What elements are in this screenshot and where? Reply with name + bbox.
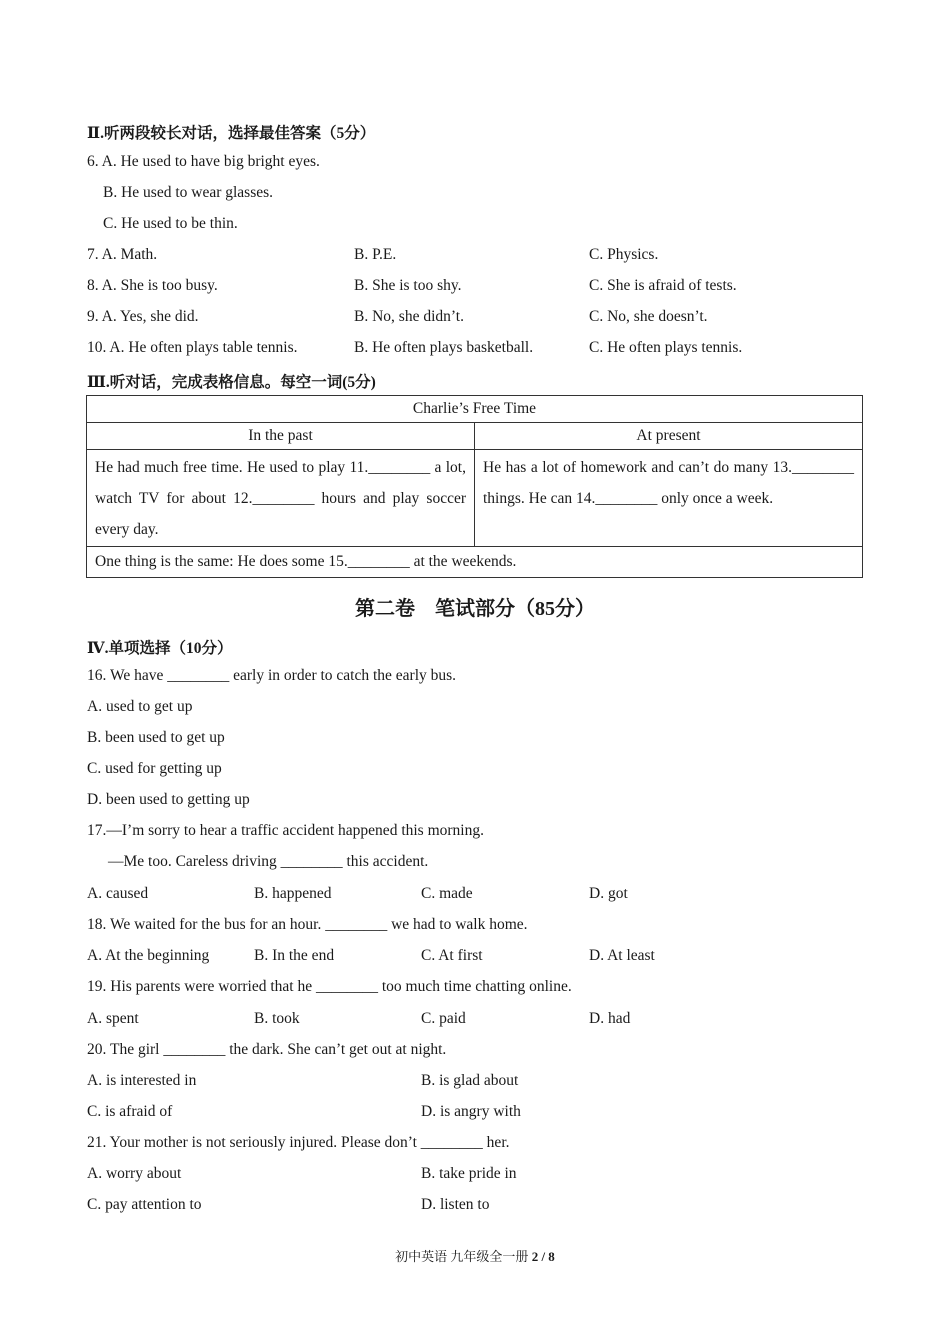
q6-option-c: C. He used to be thin. — [103, 215, 238, 232]
q9-option-a: 9. A. Yes, she did. — [87, 308, 199, 325]
q8-option-b: B. She is too shy. — [354, 277, 462, 294]
page-number: 2 / 8 — [531, 1249, 555, 1264]
q20-option-c: C. is afraid of — [87, 1103, 173, 1120]
q21-option-b: B. take pride in — [421, 1165, 517, 1182]
q17-option-c: C. made — [421, 885, 473, 902]
column-header-past: In the past — [87, 423, 475, 450]
q16-option-b: B. been used to get up — [87, 729, 225, 746]
q8-option-a: 8. A. She is too busy. — [87, 277, 218, 294]
q19-option-c: C. paid — [421, 1010, 466, 1027]
q19-option-d: D. had — [589, 1010, 631, 1027]
free-time-table — [86, 395, 863, 578]
q9-option-c: C. No, she doesn’t. — [589, 308, 708, 325]
q10-option-c: C. He often plays tennis. — [589, 339, 743, 356]
part2-title: Ⅱ.听两段较长对话，选择最佳答案（5分） — [87, 125, 376, 142]
q19-option-a: A. spent — [87, 1010, 139, 1027]
section2-title: 第二卷 笔试部分（85分） — [355, 598, 595, 620]
q16-option-d: D. been used to getting up — [87, 791, 250, 808]
q18-option-d: D. At least — [589, 947, 655, 964]
q10-option-b: B. He often plays basketball. — [354, 339, 534, 356]
q17-option-a: A. caused — [87, 885, 149, 902]
q21-stem: 21. Your mother is not seriously injured. Please don’t ________ her. — [87, 1134, 510, 1151]
table-caption: Charlie’s Free Time — [87, 396, 863, 423]
q21-option-d: D. listen to — [421, 1196, 490, 1213]
q20-option-b: B. is glad about — [421, 1072, 519, 1089]
q7-option-c: C. Physics. — [589, 246, 659, 263]
q6-option-a: 6. A. He used to have big bright eyes. — [87, 153, 320, 170]
q17-option-d: D. got — [589, 885, 628, 902]
page-footer — [0, 1246, 950, 1265]
part4-title: Ⅳ.单项选择（10分） — [87, 640, 233, 657]
q17-stem-reply: —Me too. Careless driving ________ this accident. — [108, 853, 429, 870]
q16-option-a: A. used to get up — [87, 698, 193, 715]
q9-option-b: B. No, she didn’t. — [354, 308, 464, 325]
same-thing-cell: One thing is the same: He does some 15.________ at the weekends. — [87, 547, 863, 578]
q18-stem: 18. We waited for the bus for an hour. ________ we had to walk home. — [87, 916, 528, 933]
past-cell: He had much free time. He used to play 11.________ a lot, watch TV for about 12.________ hours and play soccer every day. — [87, 450, 475, 547]
q20-option-a: A. is interested in — [87, 1072, 197, 1089]
q21-option-c: C. pay attention to — [87, 1196, 202, 1213]
footer-text: 初中英语 九年级全一册 — [395, 1249, 532, 1264]
q17-option-b: B. happened — [254, 885, 332, 902]
q21-option-a: A. worry about — [87, 1165, 182, 1182]
q18-option-c: C. At first — [421, 947, 483, 964]
q20-option-d: D. is angry with — [421, 1103, 521, 1120]
q17-stem: 17.—I’m sorry to hear a traffic accident happened this morning. — [87, 822, 484, 839]
column-header-present: At present — [475, 423, 863, 450]
q19-option-b: B. took — [254, 1010, 300, 1027]
present-cell: He has a lot of homework and can’t do many 13.________ things. He can 14.________ only once a week. — [475, 450, 863, 547]
q6-option-b: B. He used to wear glasses. — [103, 184, 274, 201]
q7-option-b: B. P.E. — [354, 246, 397, 263]
q7-option-a: 7. A. Math. — [87, 246, 158, 263]
q8-option-c: C. She is afraid of tests. — [589, 277, 737, 294]
q19-stem: 19. His parents were worried that he ________ too much time chatting online. — [87, 978, 572, 995]
q16-option-c: C. used for getting up — [87, 760, 222, 777]
q10-option-a: 10. A. He often plays table tennis. — [87, 339, 298, 356]
q18-option-a: A. At the beginning — [87, 947, 210, 964]
q16-stem: 16. We have ________ early in order to catch the early bus. — [87, 667, 457, 684]
q18-option-b: B. In the end — [254, 947, 335, 964]
part3-title: Ⅲ.听对话，完成表格信息。每空一词(5分) — [87, 374, 376, 391]
q20-stem: 20. The girl ________ the dark. She can’t get out at night. — [87, 1041, 447, 1058]
